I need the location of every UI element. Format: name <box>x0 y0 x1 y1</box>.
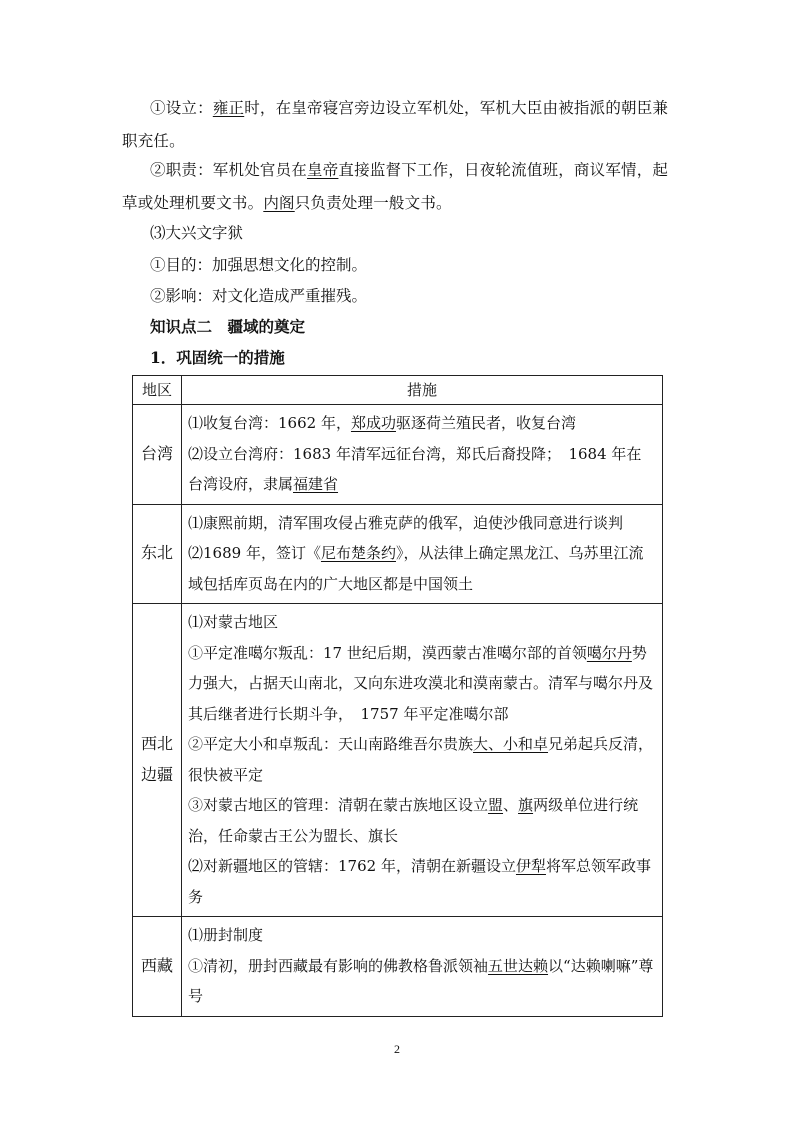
text-segment: 时，在皇帝寝宫旁边设立军机处，军机大臣由被指派的朝臣兼职充任。 <box>122 99 669 150</box>
measure-cell <box>182 604 663 917</box>
measure-item <box>188 408 656 439</box>
table-header-row <box>133 376 663 405</box>
underlined-term: 五世达赖 <box>488 956 549 975</box>
page-number: 2 <box>394 1042 400 1056</box>
measure-cell <box>182 917 663 1017</box>
measure-item <box>188 538 656 599</box>
region-cell: 台湾 <box>133 405 182 505</box>
underlined-term: 内阁 <box>263 194 295 212</box>
measure-cell <box>182 504 663 604</box>
measure-item: ⑴康熙前期，清军围攻侵占雅克萨的俄军，迫使沙俄同意进行谈判 <box>188 513 624 532</box>
region-cell: 东北 <box>133 504 182 604</box>
text-segment: ②职责：军机处官员在 <box>150 161 308 179</box>
text-segment: ①设立： <box>150 99 213 117</box>
underlined-term: 伊犁 <box>515 857 546 875</box>
paragraph-duty <box>122 154 674 220</box>
text-segment: 驱逐荷兰殖民者，收复台湾 <box>395 414 576 432</box>
text-segment: 只负责处理一般文书。 <box>294 194 452 212</box>
header-region: 地区 <box>133 376 182 405</box>
measure-item <box>188 851 656 912</box>
text-segment: ①平定准噶尔叛乱：17 世纪后期，漠西蒙古准噶尔部的首领 <box>188 643 587 662</box>
underlined-term: 大、小和卓 <box>473 735 549 753</box>
text-segment: 将军总领军政事务 <box>188 857 651 906</box>
text-segment: 势力强大，占据天山南北，又向东进攻漠北和漠南蒙古。清军与噶尔丹及其后继者进行长期斗争， 1757 年平定准噶尔部 <box>188 643 654 723</box>
text-segment: ⑵对新疆地区的管辖：1762 年，清朝在新疆设立 <box>188 857 516 875</box>
text-segment: 直接监督下工作，日夜轮流值班，商议军情，起草或处理机要文书。 <box>122 161 669 212</box>
measure-item: ⑴册封制度 <box>188 926 264 944</box>
paragraph-impact: ②影响：对文化造成严重摧残。 <box>150 287 368 305</box>
region-cell <box>133 604 182 917</box>
heading-literary-inquisition: ⑶大兴文字狱 <box>150 224 244 242</box>
text-segment: ②平定大小和卓叛乱：天山南路维吾尔贵族 <box>188 735 474 753</box>
text-segment: ①清初，册封西藏最有影响的佛教格鲁派领袖 <box>188 956 489 975</box>
table-row <box>133 604 663 917</box>
text-segment: ⑵1689 年，签订《 <box>188 544 321 562</box>
region-label-line: 西北 <box>140 734 173 753</box>
table-row <box>133 405 663 505</box>
text-segment: 、 <box>503 796 519 814</box>
underlined-term: 盟 <box>488 796 504 814</box>
measures-table <box>132 375 663 1017</box>
underlined-term: 郑成功 <box>350 414 396 432</box>
measure-item <box>188 951 656 1012</box>
measure-item <box>188 439 656 500</box>
paragraph-purpose: ①目的：加强思想文化的控制。 <box>150 256 368 274</box>
text-segment: ⑵设立台湾府：1683 年清军远征台湾，郑氏后裔投降； 1684 年在台湾设府，隶属 <box>188 444 642 493</box>
measure-item <box>188 790 656 851</box>
underlined-term: 雍正 <box>212 99 245 117</box>
header-measures: 措施 <box>182 376 663 405</box>
text-segment: 兄弟起兵反清，很快被平定 <box>188 735 654 784</box>
text-segment: 以“达赖喇嘛”尊号 <box>188 956 654 1005</box>
section-heading: 知识点二 疆域的奠定 <box>150 317 306 336</box>
underlined-term: 噶尔丹 <box>586 643 632 662</box>
region-label-line: 边疆 <box>140 764 173 784</box>
text-segment: 》，从法律上确定黑龙江、乌苏里江流域包括库页岛在内的广大地区都是中国领土 <box>188 544 644 593</box>
measure-item <box>188 729 656 790</box>
underlined-term: 旗 <box>518 796 534 814</box>
subsection-heading: 1．巩固统一的措施 <box>150 348 285 367</box>
text-segment: 两级单位进行统治，任命蒙古王公为盟长、旗长 <box>188 796 639 845</box>
text-segment: ③对蒙古地区的管理：清朝在蒙古族地区设立 <box>188 796 489 814</box>
table-row <box>133 504 663 604</box>
paragraph-establish <box>122 92 674 158</box>
region-cell: 西藏 <box>133 917 182 1017</box>
measure-cell <box>182 405 663 505</box>
measure-item: ⑴对蒙古地区 <box>188 613 279 631</box>
underlined-term: 皇帝 <box>307 161 339 179</box>
underlined-term: 福建省 <box>293 475 339 493</box>
measure-item <box>188 638 656 730</box>
table-row <box>133 917 663 1017</box>
text-segment: ⑴收复台湾：1662 年， <box>188 414 351 432</box>
underlined-term: 尼布楚条约 <box>320 544 396 562</box>
